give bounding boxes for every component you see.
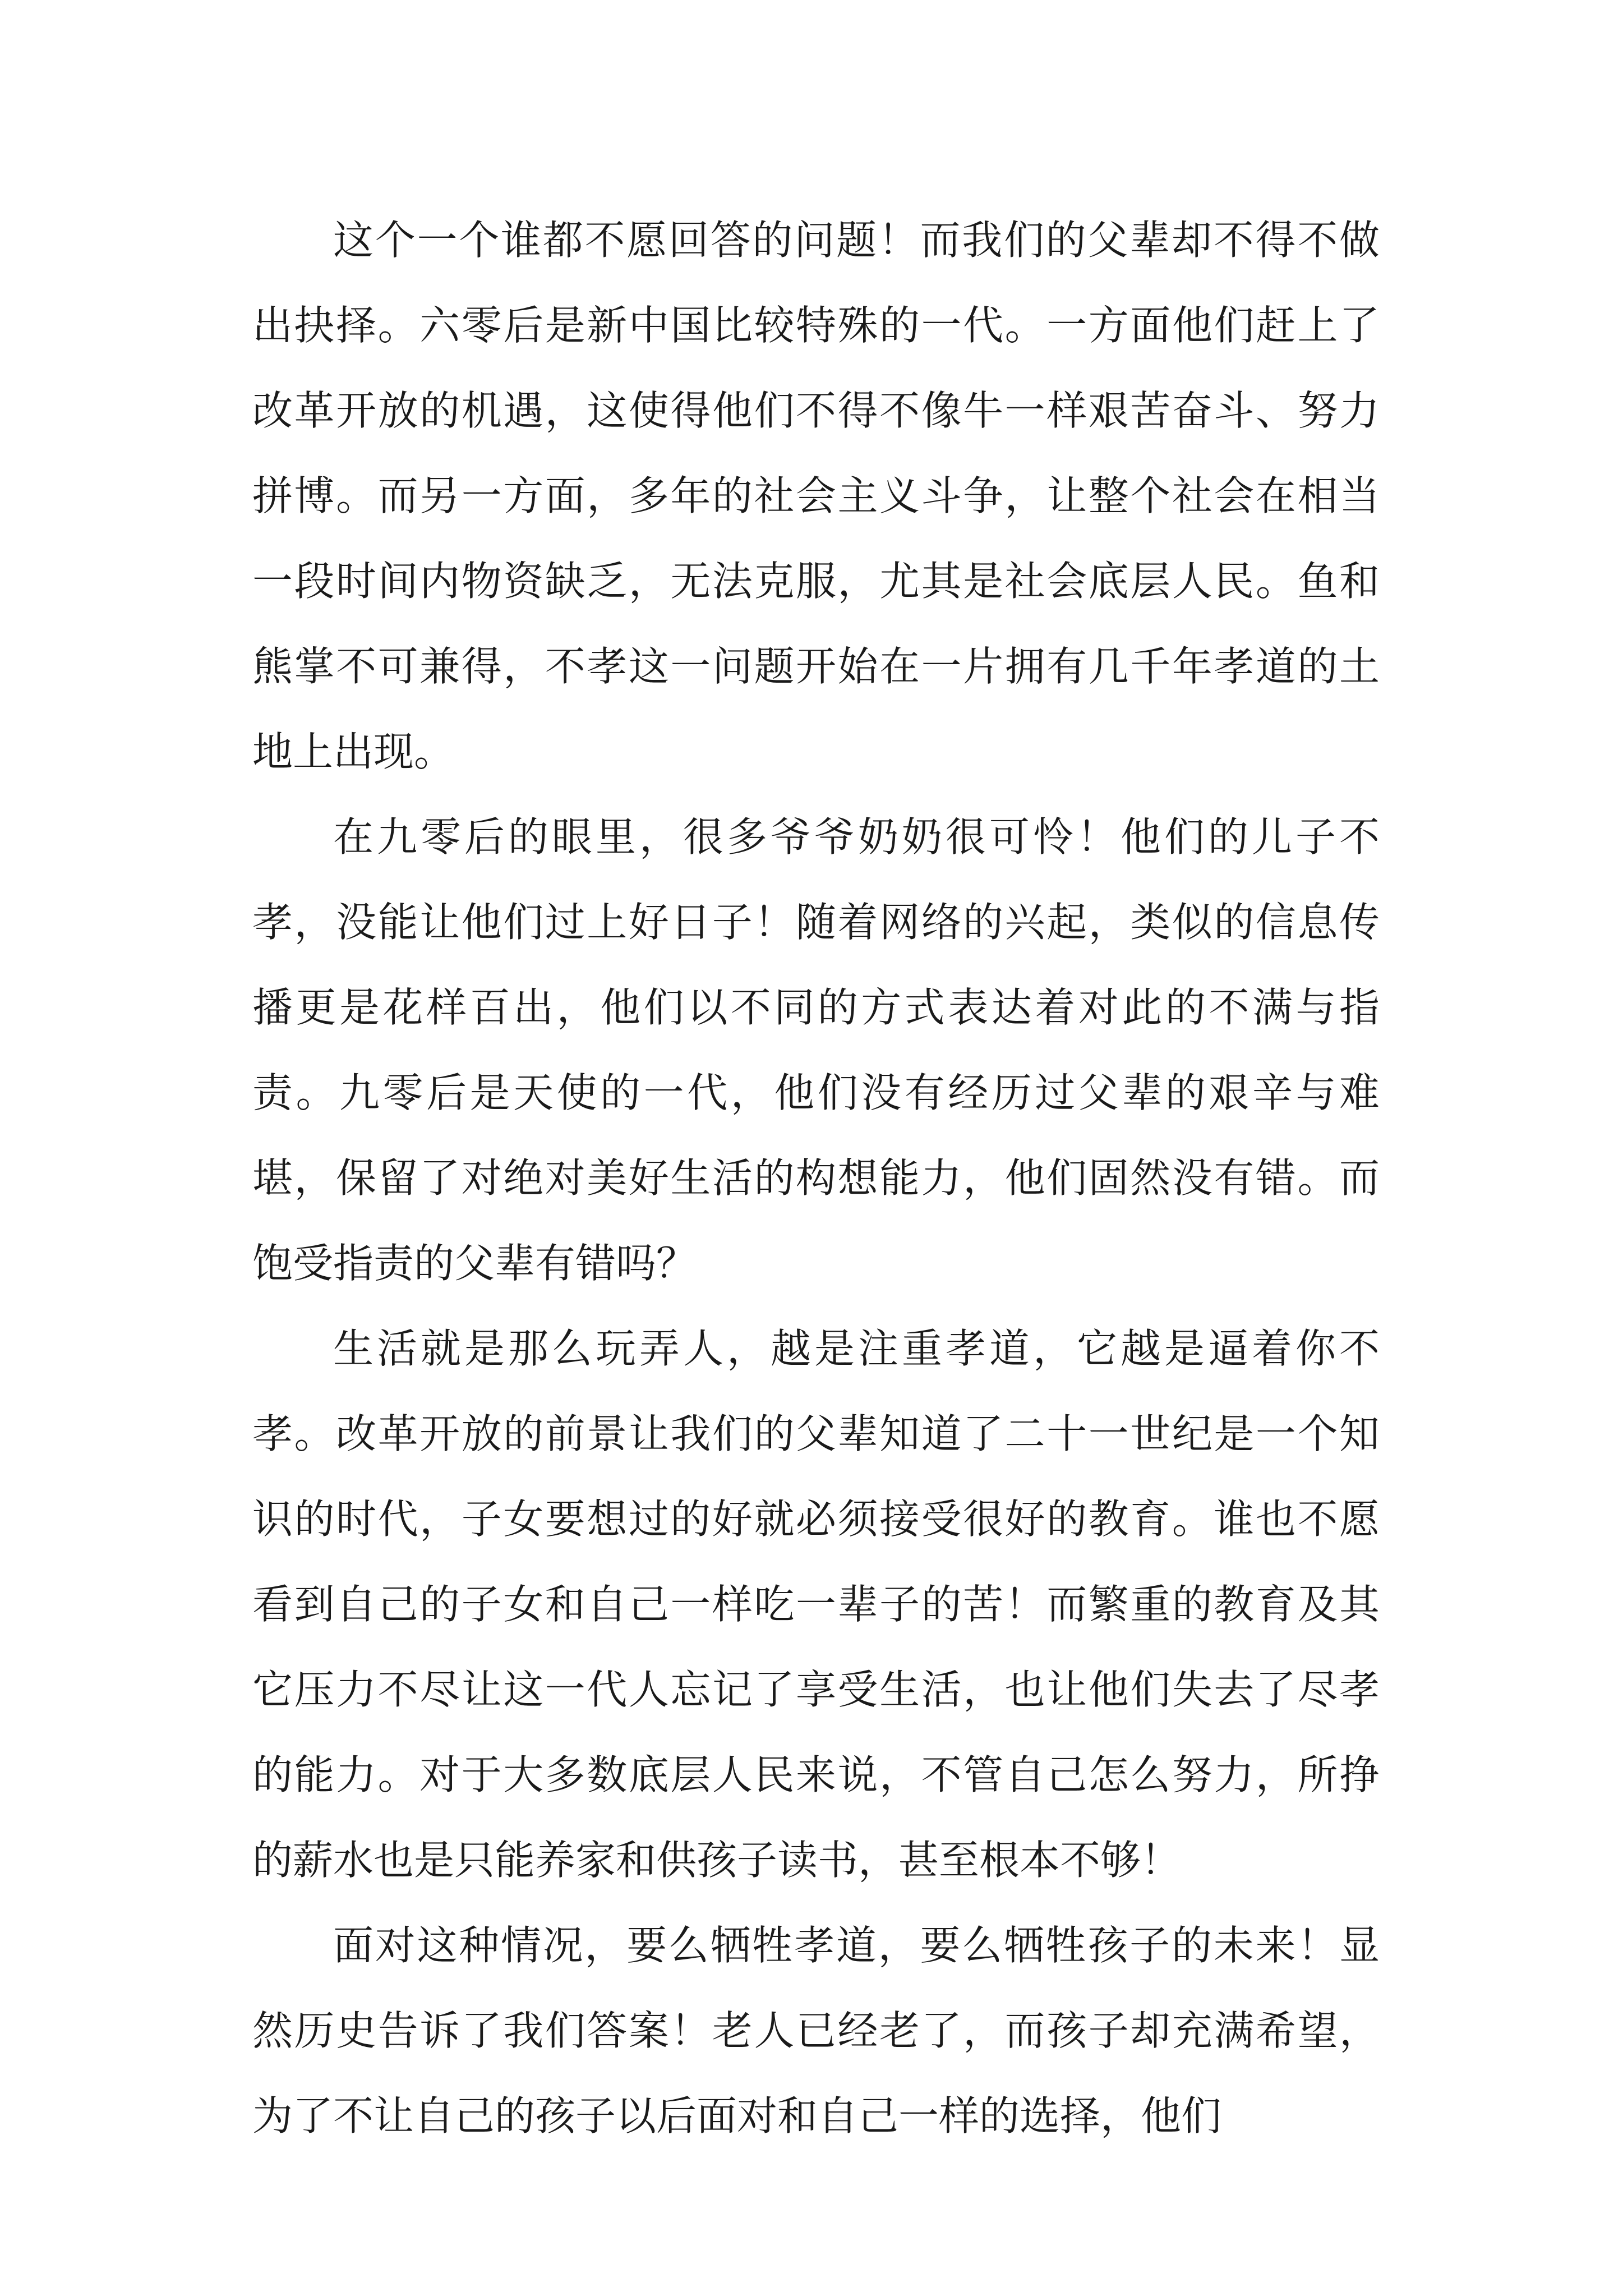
paragraph-3: 生活就是那么玩弄人，越是注重孝道，它越是逼着你不孝。改革开放的前景让我们的父辈知道了二十一世纪是一个知识的时代，子女要想过的好就必须接受很好的教育。谁也不愿看到自己的子女和自己一样吃一辈子的苦！而繁重的教育及其它压力不尽让这一代人忘记了享受生活，也让他们失去了尽孝的能力。对于大多数底层人民来说，不管自己怎么努力，所挣的薪水也是只能养家和供孩子读书，甚至根本不够！	[252, 1325, 1380, 1884]
paragraph-2: 在九零后的眼里，很多爷爷奶奶很可怜！他们的儿子不孝，没能让他们过上好日子！随着网络的兴起，类似的信息传播更是花样百出，他们以不同的方式表达着对此的不满与指责。九零后是天使的一代，他们没有经历过父辈的艰辛与难堪，保留了对绝对美好生活的构想能力，他们固然没有错。而饱受指责的父辈有错吗？	[252, 813, 1380, 1287]
paragraph-1: 这个一个谁都不愿回答的问题！而我们的父辈却不得不做出抉择。六零后是新中国比较特殊的一代。一方面他们赶上了改革开放的机遇，这使得他们不得不像牛一样艰苦奋斗、努力拼博。而另一方面，多年的社会主义斗争，让整个社会在相当一段时间内物资缺乏，无法克服，尤其是社会底层人民。鱼和熊掌不可兼得，不孝这一问题开始在一片拥有几千年孝道的土地上出现。	[252, 217, 1380, 775]
paragraph-4: 面对这种情况，要么牺牲孝道，要么牺牲孩子的未来！显然历史告诉了我们答案！老人已经老了，而孩子却充满希望，为了不让自己的孩子以后面对和自己一样的选择，他们	[252, 1922, 1380, 2139]
document-body	[252, 197, 1380, 2159]
